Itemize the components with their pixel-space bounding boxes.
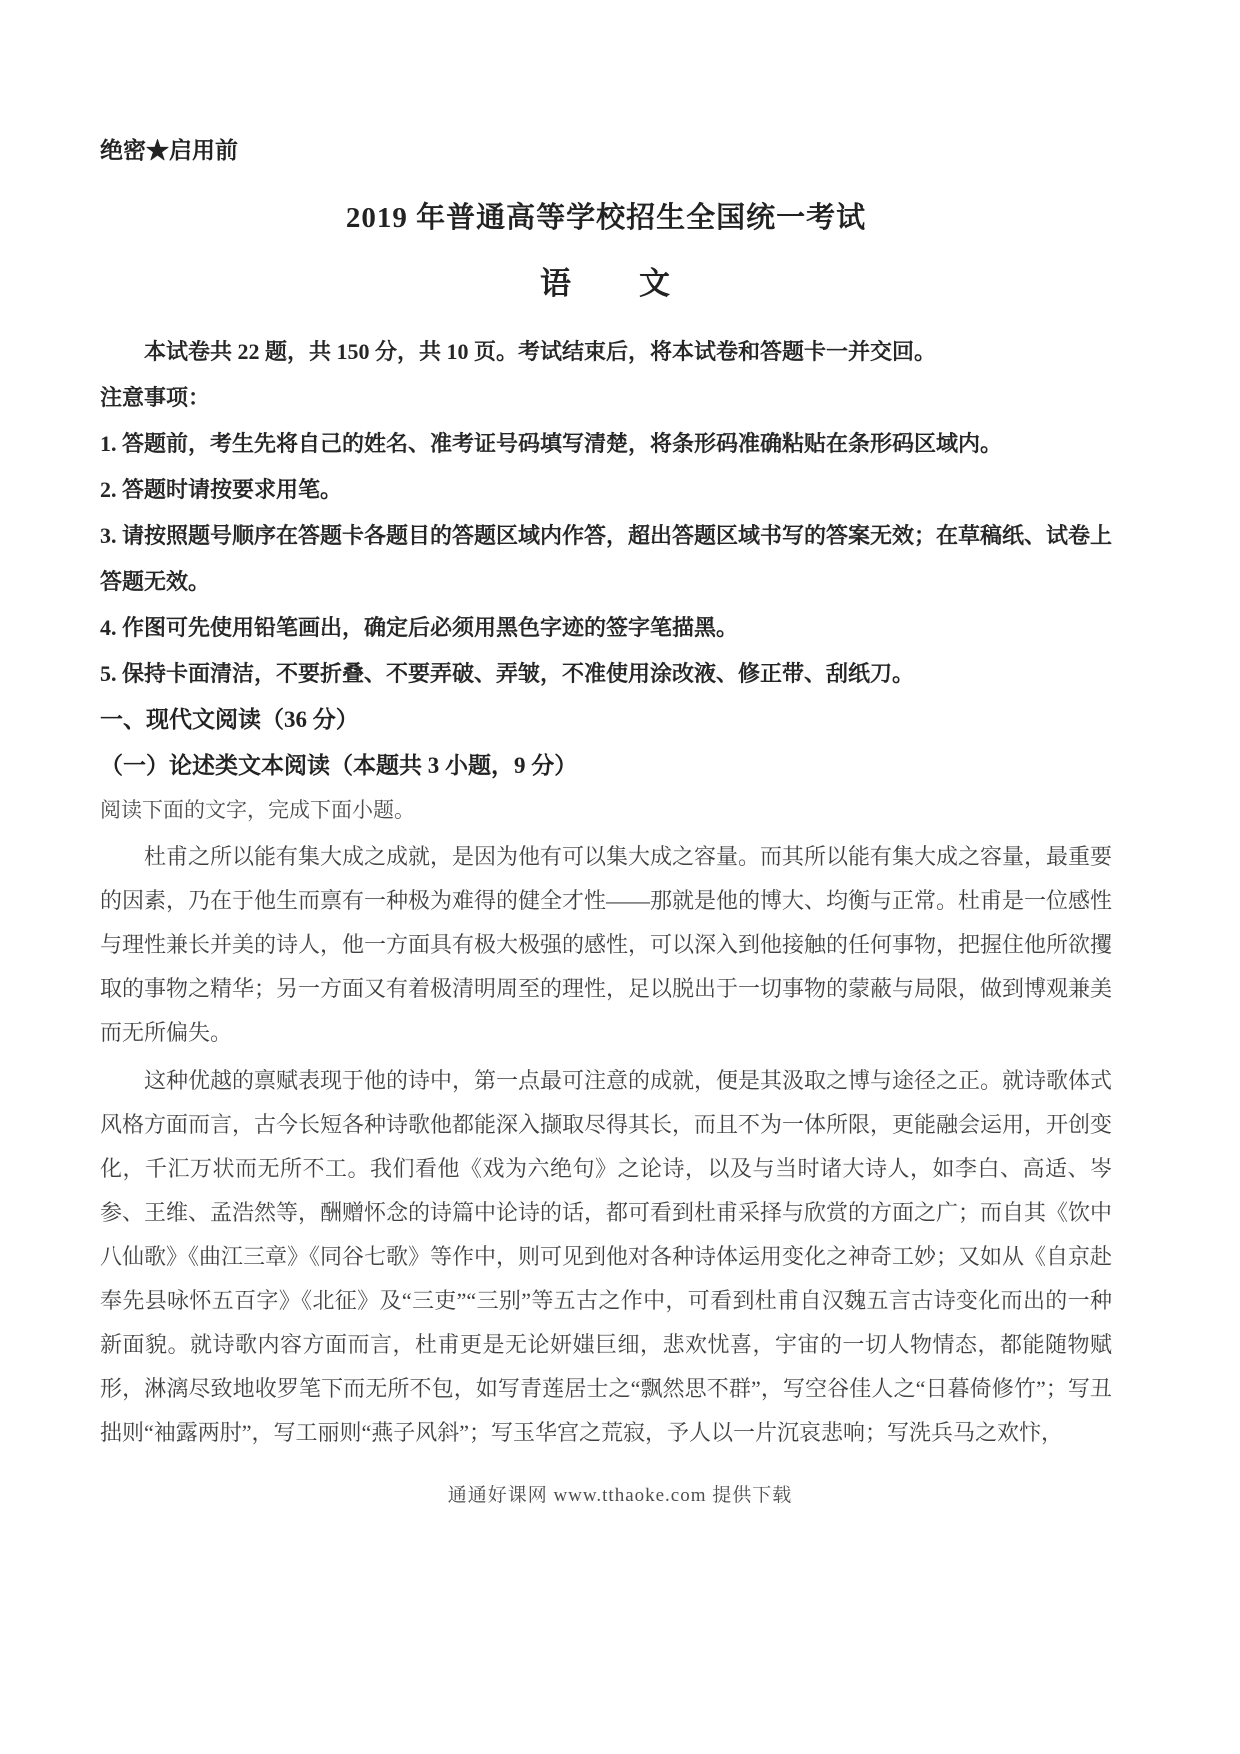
exam-title: 2019 年普通高等学校招生全国统一考试 <box>345 202 867 234</box>
notice-item-4: 4. 作图可先使用铅笔画出，确定后必须用黑色字迹的签字笔描黑。 <box>100 615 739 640</box>
section-heading-modern-reading: 一、现代文阅读（36 分） <box>100 707 359 732</box>
notice-heading: 注意事项： <box>100 385 211 410</box>
passage-paragraph-1: 杜甫之所以能有集大成之成就，是因为他有可以集大成之容量。而其所以能有集大成之容量，最重要的因素，乃在于他生而禀有一种极为难得的健全才性——那就是他的博大、均衡与正常。杜甫是一位感性与理性兼长并美的诗人，他一方面具有极大极强的感性，可以深入到他接触的任何事物，把握住他所欲攫取的事物之精华；另一方面又有着极清明周至的理性，足以脱出于一切事物的蒙蔽与局限，做到博观兼美而无所偏失。 <box>100 844 1113 1045</box>
footer-watermark: 通通好课网 www.tthaoke.com 提供下载 <box>447 1485 793 1506</box>
notice-item-2: 2. 答题时请按要求用笔。 <box>100 477 343 502</box>
subject-title: 语 文 <box>540 266 672 301</box>
passage-paragraph-2: 这种优越的禀赋表现于他的诗中，第一点最可注意的成就，便是其汲取之博与途径之正。就诗歌体式风格方面而言，古今长短各种诗歌他都能深入撷取尽得其长，而且不为一体所限，更能融会运用，开创变化，千汇万状而无所不工。我们看他《戏为六绝句》之论诗，以及与当时诸大诗人，如李白、高适、岑参、王维、孟浩然等，酬赠怀念的诗篇中论诗的话，都可看到杜甫采择与欣赏的方面之广；而自其《饮中八仙歌》《曲江三章》《同谷七歌》等作中，则可见到他对各种诗体运用变化之神奇工妙；又如从《自京赴奉先县咏怀五百字》《北征》及“三吏”“三别”等五古之作中，可看到杜甫自汉魏五言古诗变化而出的一种新面貌。就诗歌内容方面而言，杜甫更是无论妍媸巨细，悲欢忧喜，宇宙的一切人物情态，都能随物赋形，淋漓尽致地收罗笔下而无所不包，如写青莲居士之“飘然思不群”，写空谷佳人之“日暮倚修竹”；写丑拙则“袖露两肘”，写工丽则“燕子风斜”；写玉华宫之荒寂，予人以一片沉哀悲响；写洗兵马之欢忭， <box>100 1068 1113 1445</box>
notice-item-3: 3. 请按照题号顺序在答题卡各题目的答题区域内作答，超出答题区域书写的答案无效；在草稿纸、试卷上答题无效。 <box>100 523 1113 594</box>
reading-passage <box>100 835 1112 1455</box>
notice-item-1: 1. 答题前，考生先将自己的姓名、准考证号码填写清楚，将条形码准确粘贴在条形码区域内。 <box>100 431 1003 456</box>
classification-label: 绝密★启用前 <box>100 138 238 163</box>
notice-item-5: 5. 保持卡面清洁，不要折叠、不要弄破、弄皱，不准使用涂改液、修正带、刮纸刀。 <box>100 661 915 686</box>
reading-instruction: 阅读下面的文字，完成下面小题。 <box>100 798 415 822</box>
notice-list <box>100 421 1112 697</box>
subsection-heading-argumentative-text: （一）论述类文本阅读（本题共 3 小题，9 分） <box>100 753 578 778</box>
exam-intro: 本试卷共 22 题，共 150 分，共 10 页。考试结束后，将本试卷和答题卡一并交回。 <box>144 339 937 364</box>
